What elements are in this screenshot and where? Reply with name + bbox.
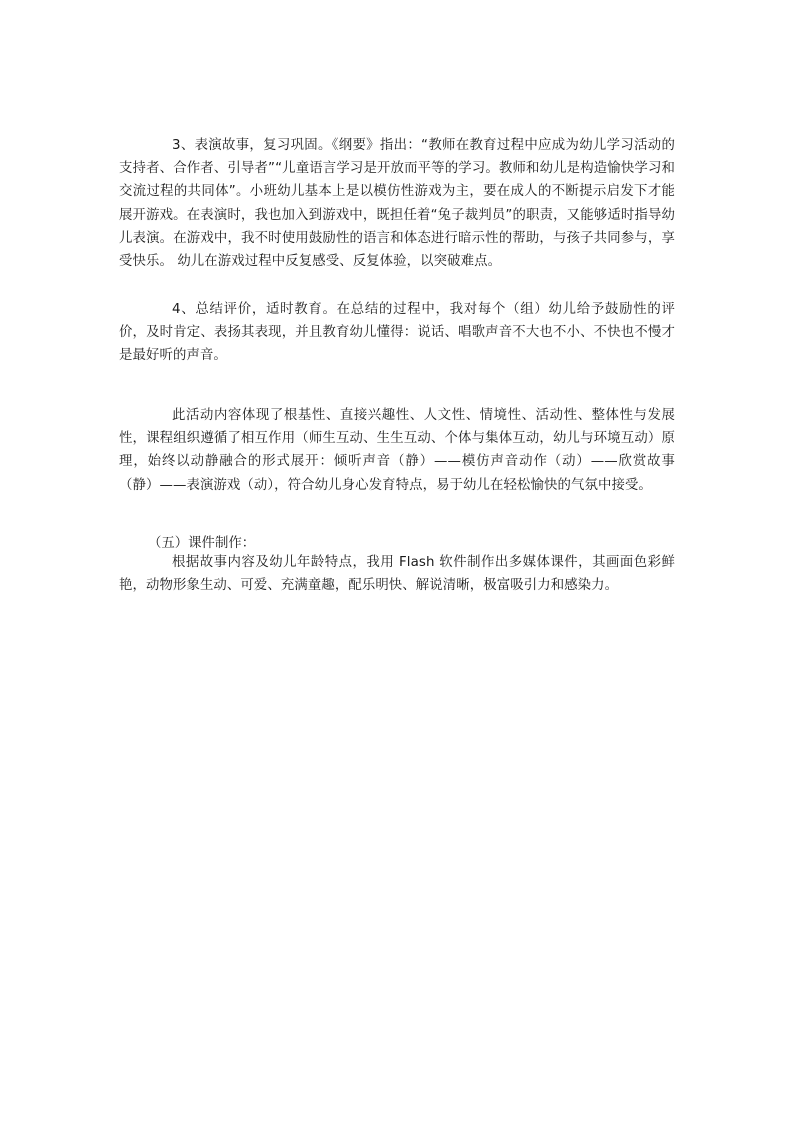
paragraph-summary-evaluation: 4、总结评价，适时教育。在总结的过程中，我对每个（组）幼儿给予鼓励性的评价，及时肯定、表扬其表现，并且教育幼儿懂得：说话、唱歌声音不大也不小、不快也不慢才是最好听的声音。 (119, 302, 675, 364)
paragraph-courseware-production: 根据故事内容及幼儿年龄特点，我用 Flash 软件制作出多媒体课件，其画面色彩鲜艳，动物形象生动、可爱、充满童趣，配乐明快、解说清晰，极富吸引力和感染力。 (119, 555, 675, 594)
paragraph-activity-content: 此活动内容体现了根基性、直接兴趣性、人文性、情境性、活动性、整体性与发展性，课程组织遵循了相互作用（师生互动、生生互动、个体与集体互动，幼儿与环境互动）原理，始终以动静融合的形式展开：倾听声音（静）——模仿声音动作（动）——欣赏故事（静）——表演游戏（动），符合幼儿身心发育特点，易于幼儿在轻松愉快的气氛中接受。 (119, 408, 675, 493)
paragraph-performance-story: 3、表演故事，复习巩固。《纲要》指出：“教师在教育过程中应成为幼儿学习活动的支持者、合作者、引导者”“儿童语言学习是开放而平等的学习。教师和幼儿是构造愉快学习和交流过程的共同体”。小班幼儿基本上是以模仿性游戏为主，要在成人的不断提示启发下才能展开游戏。在表演时，我也加入到游戏中，既担任着“兔子裁判员”的职责，又能够适时指导幼儿表演。在游戏中，我不时使用鼓励性的语言和体态进行暗示性的帮助，与孩子共同参与，享受快乐。 幼儿在游戏过程中反复感受、反复体验，以突破难点。 (119, 138, 675, 270)
section-heading-courseware: （五）课件制作： (148, 536, 256, 551)
